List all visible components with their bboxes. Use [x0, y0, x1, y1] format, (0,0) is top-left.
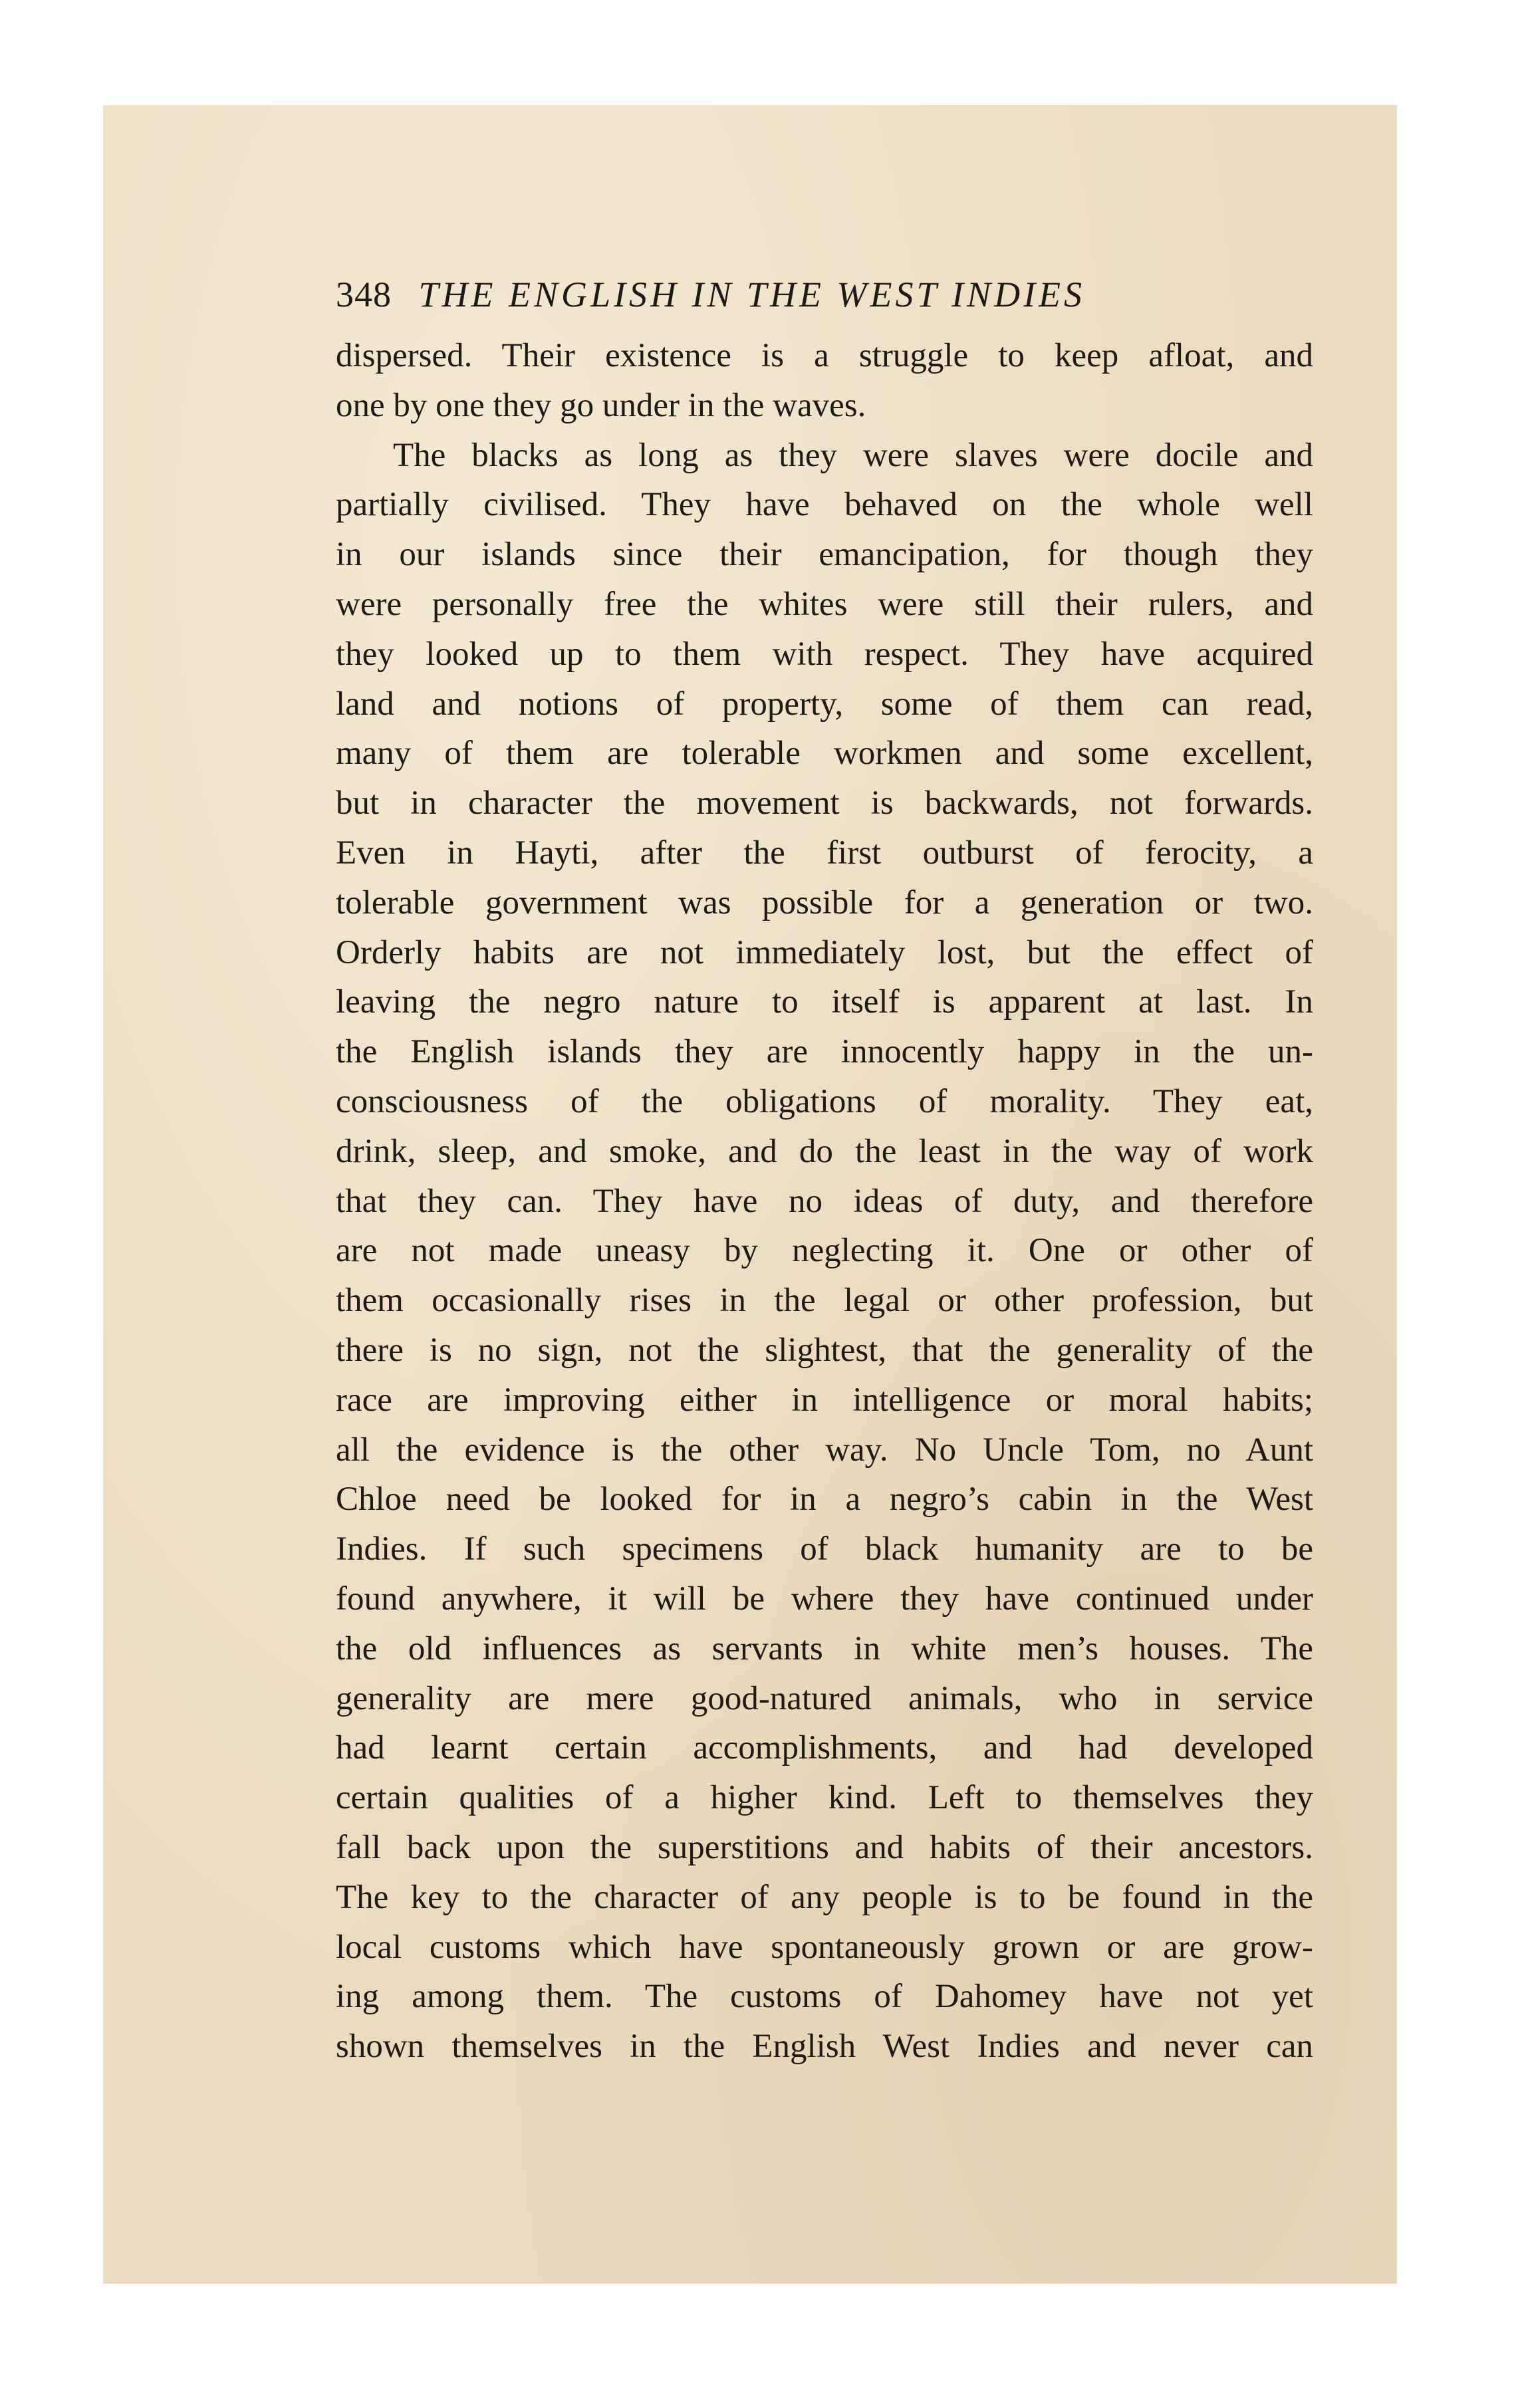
text-line: are not made uneasy by neglecting it. One or other of [336, 1232, 1313, 1270]
text-line: tolerable government was possible for a generation or two. [336, 884, 1313, 921]
text-line: race are improving either in intelligence or moral habits; [336, 1381, 1313, 1419]
page-text [336, 258, 1313, 2072]
text-line: land and notions of property, some of them can read, [336, 685, 1313, 723]
text-line: they looked up to them with respect. They have acquired [336, 635, 1313, 673]
text-line: local customs which have spontaneously grown or are grow- [336, 1928, 1313, 1966]
text-line: consciousness of the obligations of morality. They eat, [336, 1082, 1313, 1120]
text-line: Even in Hayti, after the first outburst of ferocity, a [336, 834, 1313, 872]
text-line: there is no sign, not the slightest, that the generality of the [336, 1331, 1313, 1369]
text-line: found anywhere, it will be where they have continued under [336, 1580, 1313, 1618]
running-head [336, 258, 1313, 331]
text-line: Indies. If such specimens of black humanity are to be [336, 1530, 1313, 1568]
text-line: one by one they go under in the waves. [336, 386, 866, 424]
running-title: THE ENGLISH IN THE WEST INDIES [418, 275, 1086, 314]
text-line: ing among them. The customs of Dahomey have not yet [336, 1978, 1313, 2016]
text-line: The key to the character of any people is to be found in the [336, 1878, 1313, 1916]
text-line: drink, sleep, and smoke, and do the least in the way of work [336, 1132, 1313, 1170]
text-line: were personally free the whites were still their rulers, and [336, 585, 1313, 623]
text-line: them occasionally rises in the legal or other profession, but [336, 1282, 1313, 1320]
text-line: Chloe need be looked for in a negro’s cabin in the West [336, 1481, 1313, 1518]
text-line: partially civilised. They have behaved on the whole well [336, 486, 1313, 524]
text-line: dispersed. Their existence is a struggle to keep afloat, and [336, 337, 1313, 374]
text-line: Orderly habits are not immediately lost, but the effect of [336, 933, 1313, 971]
text-line: in our islands since their emancipation, for though they [336, 536, 1313, 574]
text-line: leaving the negro nature to itself is apparent at last. In [336, 983, 1313, 1021]
text-line: the old influences as servants in white men’s houses. The [336, 1629, 1313, 1667]
text-line: had learnt certain accomplishments, and had developed [336, 1729, 1313, 1767]
text-line: all the evidence is the other way. No Uncle Tom, no Aunt [336, 1431, 1313, 1469]
text-line: but in character the movement is backwards, not forwards. [336, 784, 1313, 822]
page-number: 348 [336, 275, 392, 314]
text-line: that they can. They have no ideas of duty, and therefore [336, 1182, 1313, 1220]
text-line: The blacks as long as they were slaves were docile and [393, 436, 1313, 474]
text-line: many of them are tolerable workmen and some excellent, [336, 735, 1313, 773]
text-line: fall back upon the superstitions and habits of their ancestors. [336, 1828, 1313, 1866]
text-line: certain qualities of a higher kind. Left to themselves they [336, 1779, 1313, 1817]
text-line: shown themselves in the English West Indies and never can [336, 2028, 1313, 2066]
book-page [103, 105, 1397, 2284]
text-line: the English islands they are innocently happy in the un- [336, 1033, 1313, 1071]
text-line: generality are mere good-natured animals, who in service [336, 1679, 1313, 1717]
